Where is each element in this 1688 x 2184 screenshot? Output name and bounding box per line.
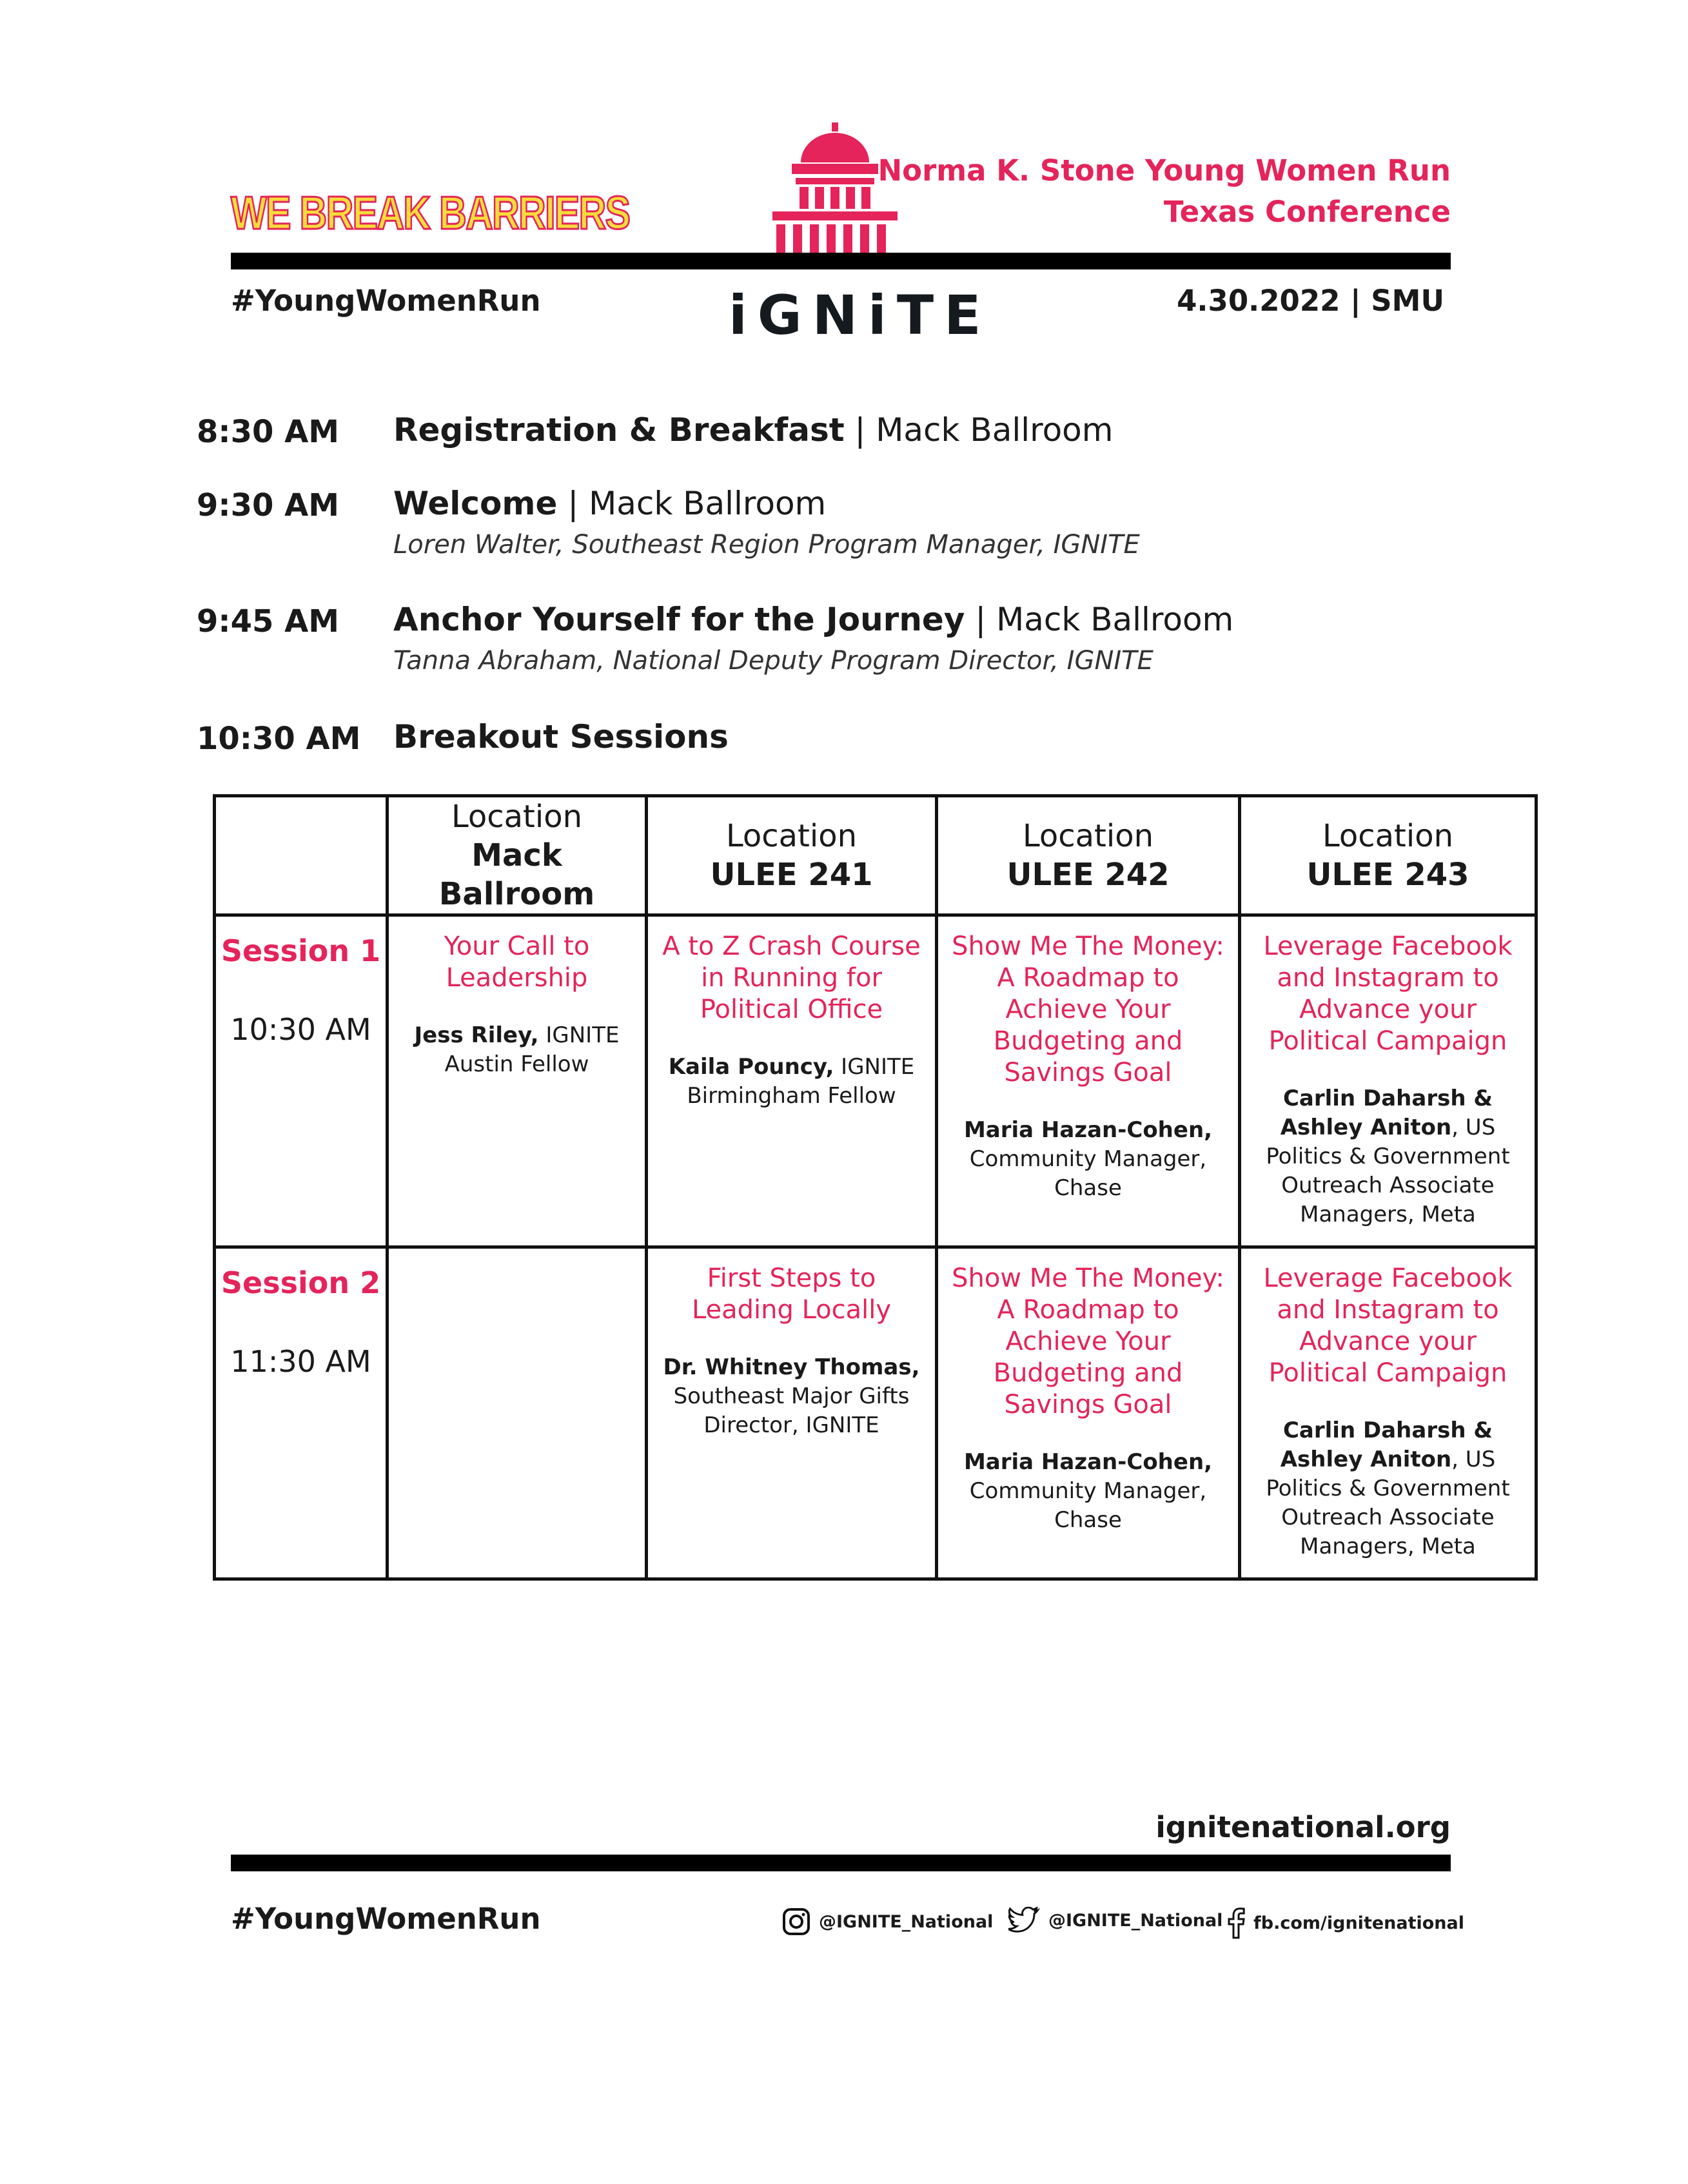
conference-subtitle: Texas Conference [1163, 195, 1451, 229]
capitol-dome-icon [767, 122, 903, 264]
conference-name: Norma K. Stone Young Women Run [878, 153, 1451, 188]
session-name: Session 1 [221, 933, 381, 968]
facebook-link[interactable]: fb.com/ignitenational [1226, 1907, 1464, 1939]
agenda-speaker: Tanna Abraham, National Deputy Program Director, IGNITE [393, 646, 1153, 676]
session-speaker: Jess Riley, IGNITE Austin Fellow [414, 1022, 620, 1077]
agenda-event: Welcome | Mack Ballroom [393, 485, 827, 522]
session-title: Your Call to Leadership [444, 931, 590, 993]
instagram-link[interactable]: @IGNITE_National [781, 1907, 993, 1936]
event-date: 4.30.2022 | SMU [1177, 284, 1444, 318]
session-speaker: Carlin Daharsh & Ashley Aniton, US Politics & Government Outreach Associate Managers, Meta [1266, 1086, 1510, 1227]
twitter-link[interactable]: @IGNITE_National [1008, 1907, 1222, 1934]
session-label-cell [215, 1247, 388, 1579]
table-row [215, 1247, 1536, 1579]
tagline: WE BREAK BARRIERS [231, 188, 630, 239]
table-header-row [215, 796, 1536, 915]
session-title: Show Me The Money: A Roadmap to Achieve Your Budgeting and Savings Goal [952, 1263, 1224, 1419]
header-divider [231, 253, 1451, 269]
agenda-time: 9:30 AM [197, 487, 340, 523]
brand-logo: iGNiTE [729, 284, 992, 347]
agenda-speaker: Loren Walter, Southeast Region Program Manager, IGNITE [393, 530, 1140, 560]
session-cell [1240, 1247, 1536, 1579]
session-speaker: Dr. Whitney Thomas, Southeast Major Gifts Director, IGNITE [663, 1354, 920, 1438]
location-header: Location Mack Ballroom [388, 796, 647, 915]
session-title: Leverage Facebook and Instagram to Advance your Political Campaign [1263, 931, 1513, 1056]
session-label-cell [215, 915, 388, 1247]
agenda-time: 9:45 AM [197, 603, 340, 639]
session-title: First Steps to Leading Locally [691, 1263, 892, 1325]
agenda-event: Anchor Yourself for the Journey | Mack Ballroom [393, 601, 1234, 638]
table-row [215, 915, 1536, 1247]
session-name: Session 2 [221, 1265, 381, 1300]
agenda-time: 10:30 AM [197, 721, 361, 757]
location-header: Location ULEE 242 [937, 796, 1240, 915]
facebook-icon [1226, 1907, 1246, 1939]
twitter-icon [1008, 1907, 1041, 1934]
session-speaker: Maria Hazan-Cohen, Community Manager, Chase [963, 1117, 1213, 1201]
session-title: Leverage Facebook and Instagram to Advance your Political Campaign [1263, 1263, 1513, 1388]
session-time: 11:30 AM [230, 1344, 371, 1379]
session-cell [937, 915, 1240, 1247]
session-cell [647, 1247, 937, 1579]
session-cell [937, 1247, 1240, 1579]
session-speaker: Maria Hazan-Cohen, Community Manager, Chase [963, 1449, 1213, 1533]
breakout-schedule-table [213, 794, 1538, 1581]
session-speaker: Carlin Daharsh & Ashley Aniton, US Politics & Government Outreach Associate Managers, Meta [1266, 1418, 1510, 1559]
table-corner-cell [215, 796, 388, 915]
session-title: A to Z Crash Course in Running for Political Office [662, 931, 921, 1024]
instagram-icon [781, 1907, 811, 1936]
session-cell-empty [388, 1247, 647, 1579]
footer-hashtag: #YoungWomenRun [231, 1902, 541, 1936]
website-link[interactable]: ignitenational.org [1155, 1810, 1451, 1844]
session-title: Show Me The Money: A Roadmap to Achieve Your Budgeting and Savings Goal [952, 931, 1224, 1087]
location-header: Location ULEE 241 [647, 796, 937, 915]
agenda-time: 8:30 AM [197, 414, 340, 450]
session-cell [388, 915, 647, 1247]
footer-divider [231, 1855, 1451, 1871]
agenda-event: Registration & Breakfast | Mack Ballroom [393, 411, 1114, 449]
session-time: 10:30 AM [230, 1012, 371, 1047]
session-speaker: Kaila Pouncy, IGNITE Birmingham Fellow [668, 1054, 915, 1109]
session-cell [1240, 915, 1536, 1247]
header-hashtag: #YoungWomenRun [231, 284, 541, 318]
agenda-event: Breakout Sessions [393, 718, 729, 756]
location-header: Location ULEE 243 [1240, 796, 1536, 915]
session-cell [647, 915, 937, 1247]
